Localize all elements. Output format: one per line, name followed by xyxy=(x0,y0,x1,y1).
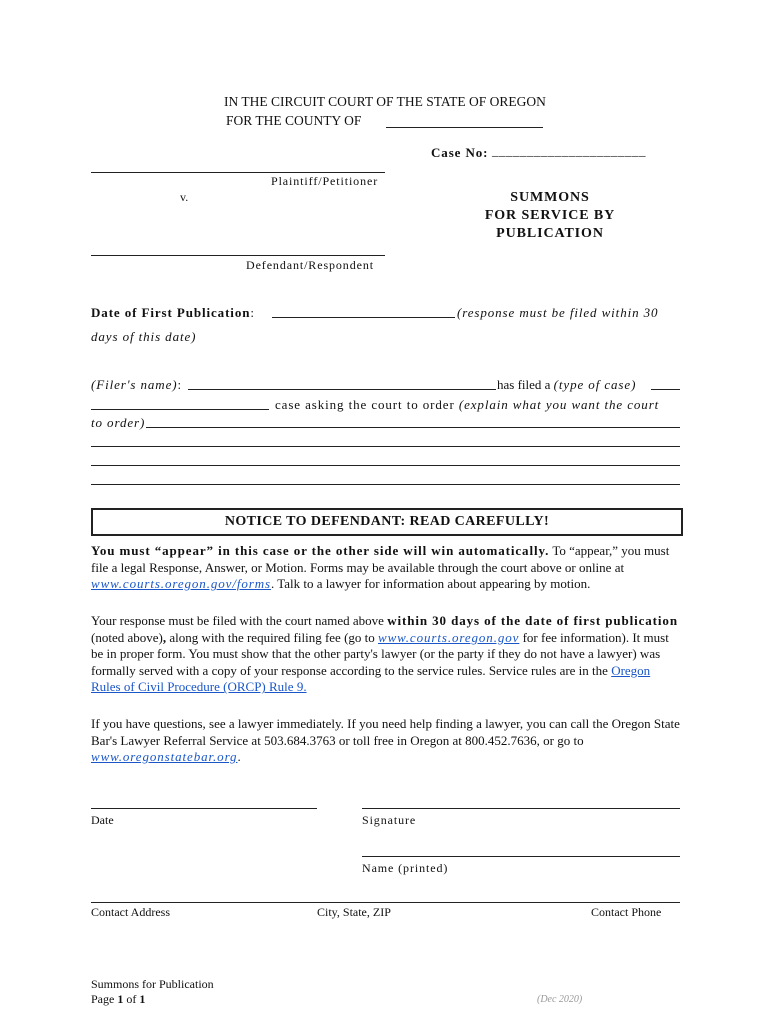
page-current: 1 xyxy=(117,992,124,1006)
plaintiff-label: Plaintiff/Petitioner xyxy=(271,174,379,188)
notice-heading-box xyxy=(91,508,683,536)
defendant-label: Defendant/Respondent xyxy=(246,258,374,272)
order-blank-3[interactable] xyxy=(91,465,680,466)
notice-p2-text-a: Your response must be filed with the court named above xyxy=(91,613,388,628)
has-filed-row xyxy=(497,377,636,393)
has-filed-text: has filed a xyxy=(497,377,551,392)
contact-address-label: Contact Address xyxy=(91,905,170,919)
to-order-label: to order) xyxy=(91,415,146,430)
date-label: Date xyxy=(91,813,114,827)
page-number xyxy=(91,992,145,1007)
page-of: of xyxy=(126,992,137,1006)
case-no-blank[interactable]: ______________________ xyxy=(492,143,646,158)
city-state-zip-label: City, State, ZIP xyxy=(317,905,391,919)
contact-blank[interactable] xyxy=(91,902,680,903)
county-blank[interactable] xyxy=(386,127,543,128)
notice-p2-comma: , xyxy=(162,629,167,645)
notice-p2-text-c: along with the required filing fee (go to xyxy=(166,629,379,645)
publication-date-blank[interactable] xyxy=(272,317,455,318)
signature-blank[interactable] xyxy=(362,808,680,809)
form-name: Summons for Publication xyxy=(91,977,214,991)
response-note-b: days of this date) xyxy=(91,329,197,344)
title-line2: FOR SERVICE BY xyxy=(484,208,616,223)
filer-colon: : xyxy=(177,377,183,392)
versus-label: v. xyxy=(180,190,189,204)
order-blank-1[interactable] xyxy=(146,427,680,428)
defendant-blank[interactable] xyxy=(91,255,385,256)
notice-p3-text-b: . xyxy=(237,749,241,765)
filer-name-label: (Filer's name) xyxy=(91,377,178,392)
notice-p1-text-a: To “appear,” you must file a legal Response, Answer, or Motion. Forms may be available through the court above or online at xyxy=(91,543,670,575)
courts-link[interactable]: www.courts.oregon.gov xyxy=(378,629,520,645)
title-line3: PUBLICATION xyxy=(496,226,604,241)
county-label: FOR THE COUNTY OF xyxy=(226,113,362,128)
filer-name-blank[interactable] xyxy=(188,389,496,390)
notice-p3-text-a: If you have questions, see a lawyer immediately. If you need help finding a lawyer, you can call the Oregon State Bar's Lawyer Referral Service at 503.684.3763 or toll free in Oregon at 800.452.7636, or go to xyxy=(91,716,680,748)
response-note-a: (response must be filed within 30 xyxy=(457,305,659,320)
publication-colon: : xyxy=(250,305,255,320)
notice-heading: NOTICE TO DEFENDANT: READ CAREFULLY! xyxy=(224,514,550,529)
publication-date-label: Date of First Publication xyxy=(91,305,251,320)
case-type-blank-2[interactable] xyxy=(91,409,269,410)
page-total: 1 xyxy=(139,992,146,1006)
notice-p2-text-d: for fee information). It must be in proper form. You must show that the other party's lawyer (or the party if they do not have a lawyer) was formally served with a copy of your response according to the service rules. Service rules are in the xyxy=(91,629,669,678)
order-blank-2[interactable] xyxy=(91,446,680,447)
case-asking-text: case asking the court to order xyxy=(275,397,455,412)
name-printed-blank[interactable] xyxy=(362,856,680,857)
name-printed-label: Name (printed) xyxy=(362,861,449,875)
filer-name-row xyxy=(91,377,182,393)
date-blank[interactable] xyxy=(91,808,317,809)
type-of-case-blank[interactable] xyxy=(651,389,680,390)
plaintiff-blank[interactable] xyxy=(91,172,385,173)
court-heading-line1: IN THE CIRCUIT COURT OF THE STATE OF OREGON xyxy=(224,94,546,109)
appear-warning: You must “appear” in this case or the other side will win automatically. xyxy=(91,543,550,558)
publication-date-row xyxy=(91,305,255,321)
document-title xyxy=(460,189,640,243)
explain-label: (explain what you want the court xyxy=(458,397,660,412)
contact-phone-label: Contact Phone xyxy=(591,905,662,919)
forms-link[interactable]: www.courts.oregon.gov/forms xyxy=(91,576,271,592)
orcp-rule-link[interactable]: Oregon Rules of Civil Procedure (ORCP) Rule 9. xyxy=(91,662,651,695)
notice-p1-text-b: . Talk to a lawyer for information about appearing by motion. xyxy=(270,576,591,592)
oregon-bar-link[interactable]: www.oregonstatebar.org xyxy=(91,749,238,765)
type-of-case-label: (type of case) xyxy=(553,377,637,392)
order-blank-4[interactable] xyxy=(91,484,680,485)
notice-paragraph-3 xyxy=(91,716,681,766)
page-word: Page xyxy=(91,992,115,1006)
case-no-label: Case No: xyxy=(431,145,489,160)
deadline-text: within 30 days of the date of first publication xyxy=(387,613,678,628)
case-asking-row xyxy=(275,397,659,413)
notice-paragraph-1 xyxy=(91,543,681,593)
revision-date: (Dec 2020) xyxy=(537,994,583,1005)
signature-label: Signature xyxy=(362,813,417,827)
notice-p2-text-b: (noted above) xyxy=(91,629,163,645)
notice-paragraph-2 xyxy=(91,613,681,696)
title-line1: SUMMONS xyxy=(510,190,590,205)
